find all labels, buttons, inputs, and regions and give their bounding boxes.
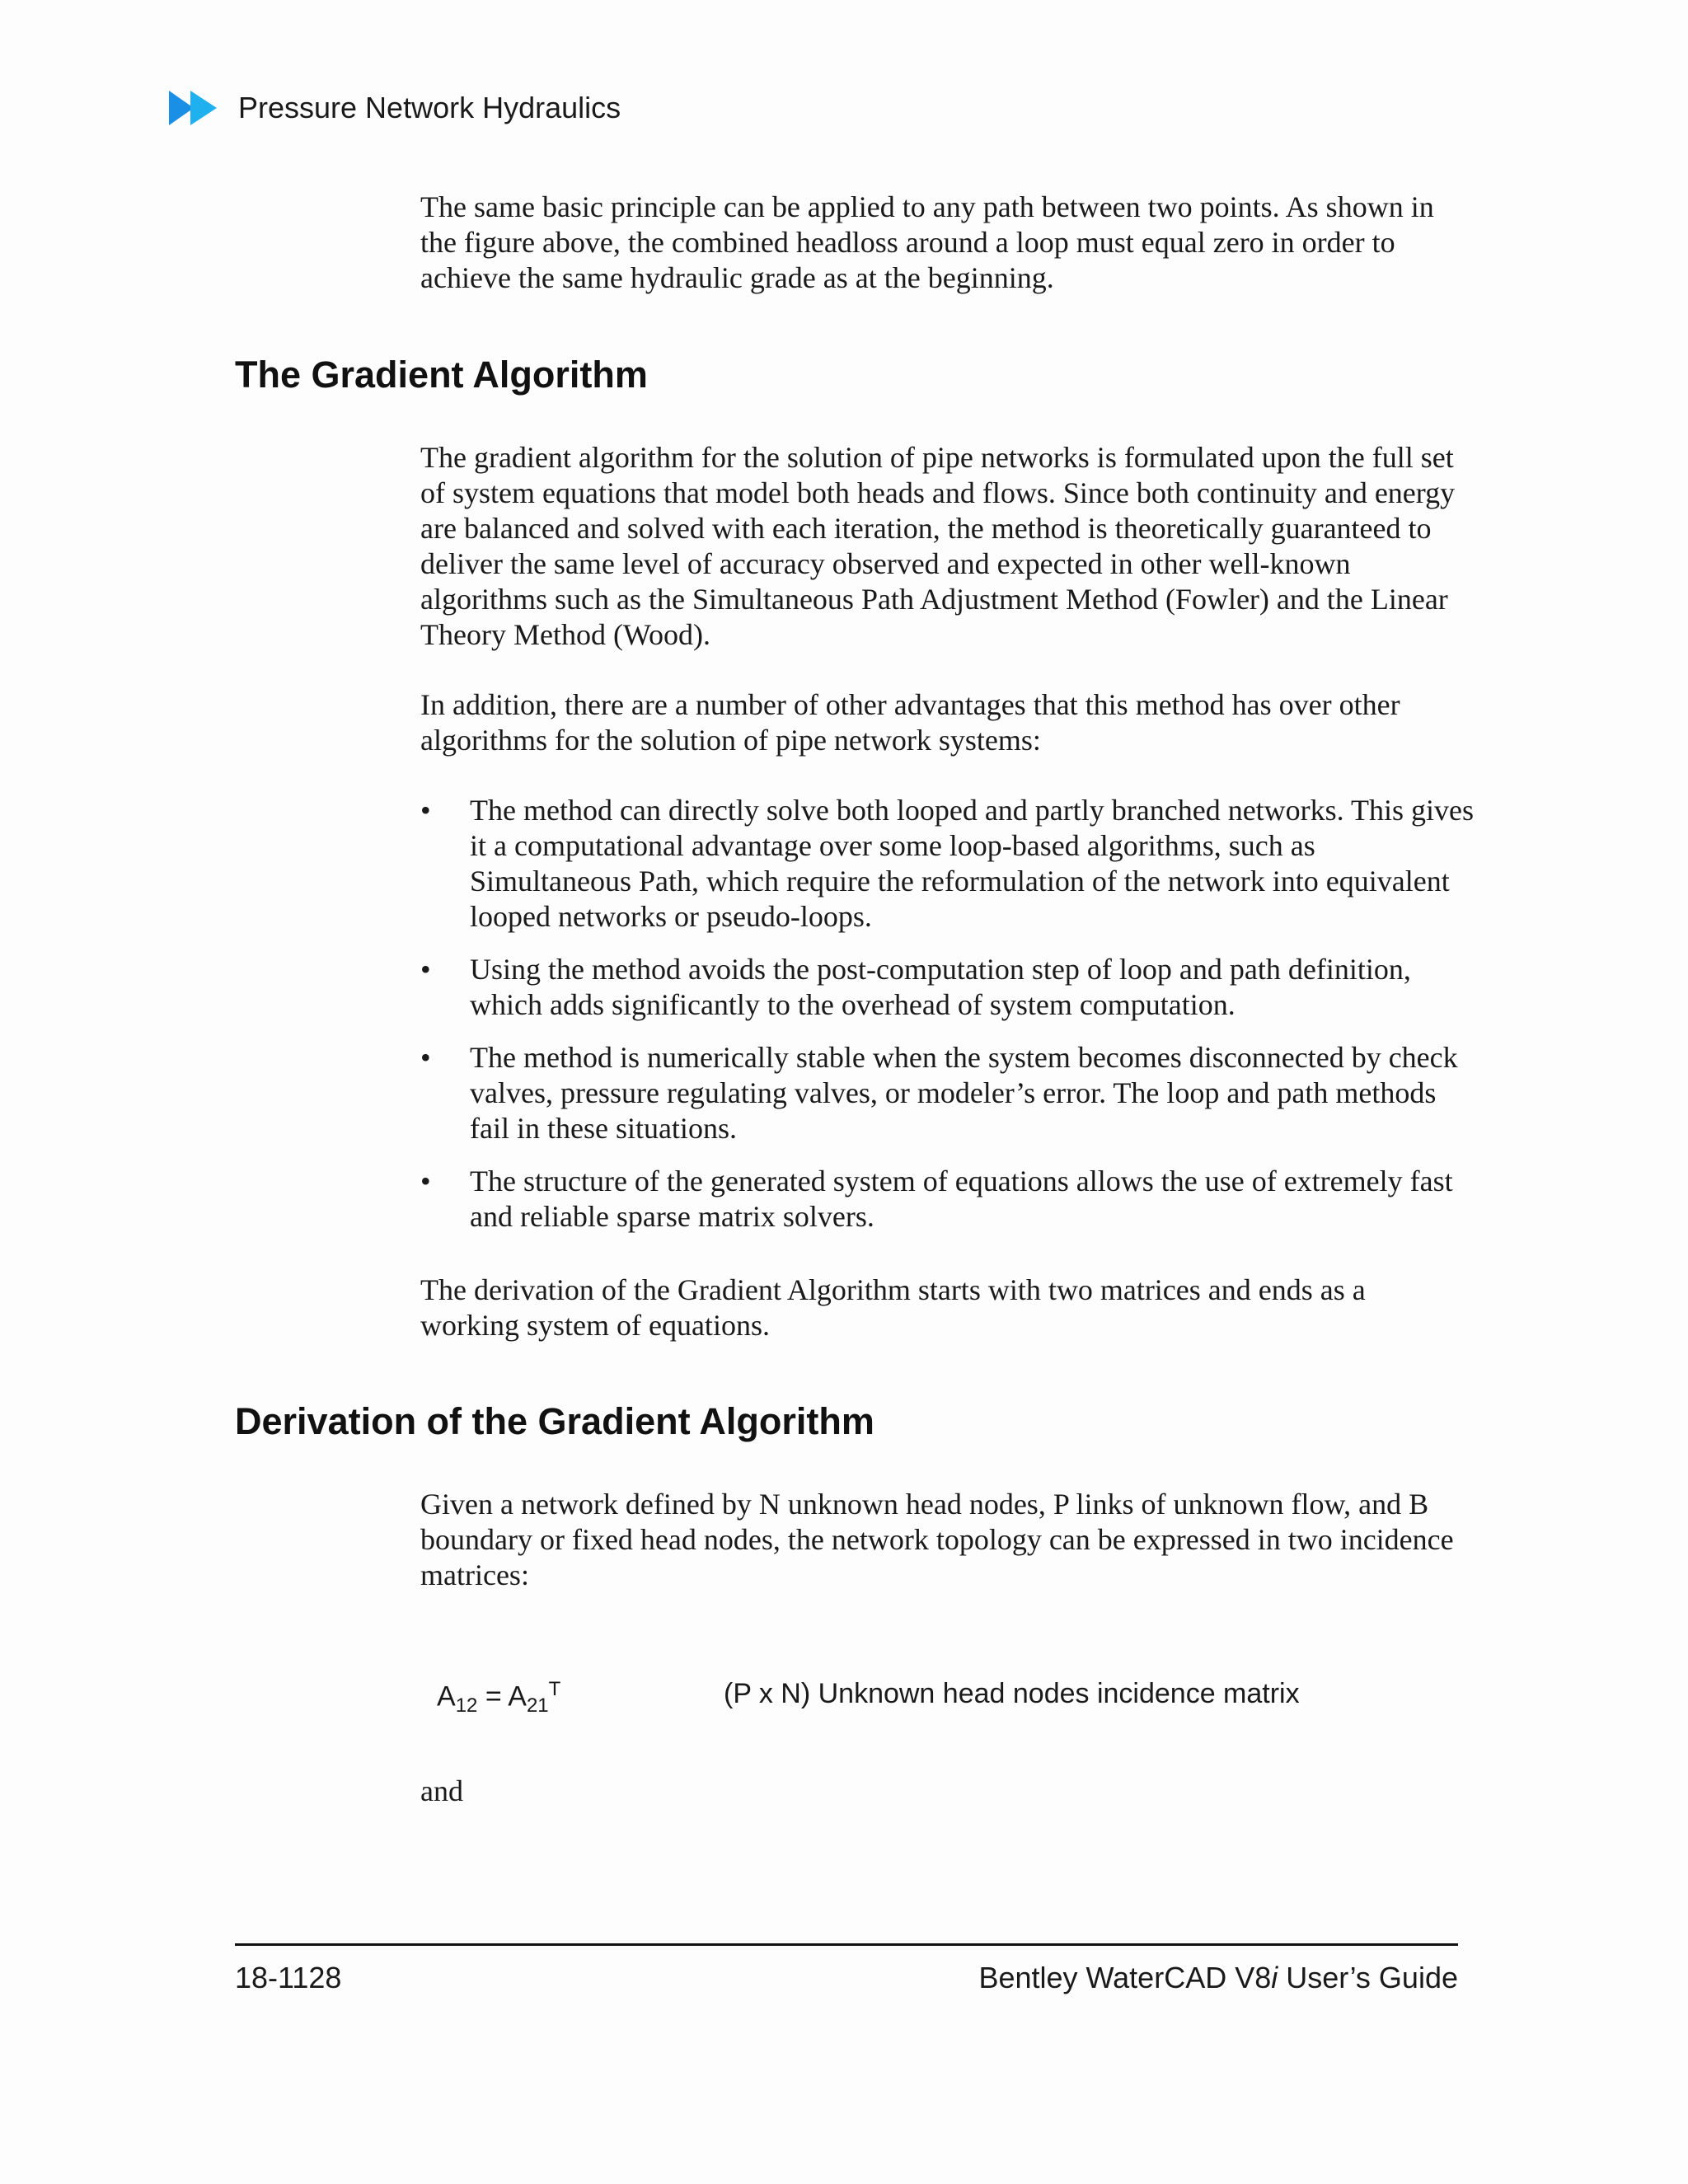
page-number: 18-1128 <box>235 1961 342 1994</box>
section-heading-gradient-algorithm: The Gradient Algorithm <box>235 354 648 396</box>
equation-row <box>437 1671 1467 1721</box>
gradient-paragraph-3: The derivation of the Gradient Algorithm starts with two matrices and ends as a working system of equations. <box>420 1273 1366 1342</box>
gradient-paragraph-2: In addition, there are a number of other advantages that this method has over other algorithms for the solution of pipe network systems: <box>420 688 1400 757</box>
bullet-icon: • <box>420 953 431 986</box>
section-heading-derivation: Derivation of the Gradient Algorithm <box>235 1400 874 1442</box>
list-item-text: The method can directly solve both looped and partly branched networks. This gives it a computational advantage over some loop-based algorithms, such as Simultaneous Path, which require the reformulation of the network into equivalent looped networks or pseudo-loops. <box>470 794 1475 933</box>
list-item-text: Using the method avoids the post-computation step of loop and path definition, which adds significantly to the overhead of system computation. <box>470 953 1411 1021</box>
list-item <box>420 793 1475 935</box>
equation-expression: $A_{12} = A_{21}^T$ <box>437 1678 561 1718</box>
list-item-text: The structure of the generated system of equations allows the use of extremely fast and reliable sparse matrix solvers. <box>470 1165 1453 1233</box>
connector-text: and <box>420 1774 463 1807</box>
derivation-paragraph: Given a network defined by N unknown head nodes, P links of unknown flow, and B boundary or fixed head nodes, the network topology can be expressed in two incidence matrices: <box>420 1488 1454 1591</box>
gradient-paragraph-1: The gradient algorithm for the solution of pipe networks is formulated upon the full set of system equations that model both heads and flows. Since both continuity and energy are balanced and solved with each iteration, the method is theoretically guaranteed to deliver the same level of accuracy observed and expected in other well-known algorithms such as the Simultaneous Path Adjustment Method (Fowler) and the Linear Theory Method (Wood). <box>420 441 1456 651</box>
intro-paragraph: The same basic principle can be applied to any path between two points. As shown in the figure above, the combined headloss around a loop must equal zero in order to achieve the same hydraulic grade as at the beginning. <box>420 190 1434 294</box>
list-item <box>420 1164 1475 1235</box>
double-chevron-logo-icon <box>169 91 220 125</box>
bullet-icon: • <box>420 1041 431 1074</box>
advantages-list <box>420 793 1475 1252</box>
equation-description: (P x N) Unknown head nodes incidence matrix <box>724 1678 1300 1709</box>
list-item <box>420 952 1475 1023</box>
list-item <box>420 1040 1475 1146</box>
page-header <box>169 89 621 127</box>
guide-title: Bentley WaterCAD V8i User’s Guide <box>978 1961 1458 1994</box>
bullet-icon: • <box>420 1165 431 1197</box>
footer-divider <box>235 1943 1458 1946</box>
header-title: Pressure Network Hydraulics <box>238 91 621 124</box>
list-item-text: The method is numerically stable when the system becomes disconnected by check valves, pressure regulating valves, or modeler’s error. The loop and path methods fail in these situations. <box>470 1041 1458 1145</box>
bullet-icon: • <box>420 794 431 827</box>
